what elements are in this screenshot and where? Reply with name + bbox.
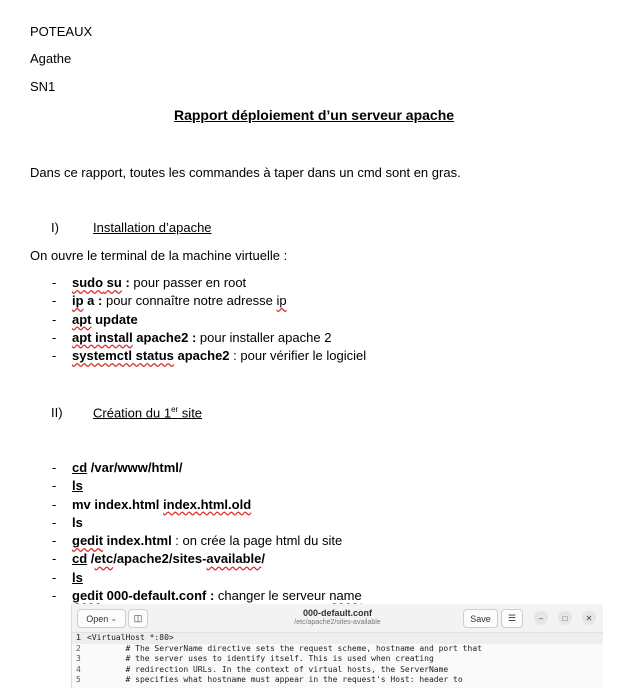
cmd-path-part: /	[87, 551, 95, 567]
editor-file-title: 000-default.conf	[302, 608, 372, 618]
hamburger-icon: ☰	[507, 613, 517, 623]
code-line: 5 # specifies what hostname must appear in the request's Host: header to	[76, 675, 463, 684]
cmd-gedit: gedit	[72, 533, 104, 549]
new-document-icon: ◫	[133, 613, 143, 623]
cmd-mv: mv index.html	[72, 496, 164, 512]
cmd-cd: cd	[72, 460, 88, 475]
code-line: 2 # The ServerName directive sets the request scheme, hostname and port that	[76, 643, 482, 653]
cmd-colon: :	[121, 275, 130, 290]
document-title: Rapport déploiement d’un serveur apache	[173, 107, 455, 123]
cmd-colon: :	[94, 293, 103, 309]
cmd-description-name: name	[329, 588, 362, 604]
cmd-path: /var/www/html/	[87, 460, 183, 475]
menu-button[interactable]	[501, 609, 523, 628]
section2-number: II)	[51, 405, 63, 420]
cmd-description: changer le serveur	[214, 588, 330, 604]
cmd-description: pour connaître notre adresse	[102, 293, 277, 309]
section1-title: Installation d’apache	[93, 220, 212, 235]
cmd-ip: ip	[72, 293, 84, 309]
cmd-systemctl: systemctl status	[72, 348, 174, 364]
code-line: 1 <VirtualHost *:80>	[72, 633, 603, 644]
cmd-file: 000-default.conf :	[103, 588, 215, 604]
cmd-description-ip: ip	[276, 293, 287, 309]
cmd-sudo: sudo	[72, 275, 104, 290]
cmd-ls: ls	[72, 514, 83, 530]
code-line: 4 # redirection URLs. In the context of virtual hosts, the ServerName	[76, 664, 449, 674]
close-icon: ✕	[585, 613, 593, 623]
editor-text-area[interactable]	[72, 633, 603, 686]
cmd-file-old: index.html.old	[163, 496, 252, 512]
editor-file-path: /etc/apache2/sites-available	[294, 619, 381, 626]
author-lastname: POTEAUX	[30, 24, 93, 39]
section2-title: Création du 1er site	[93, 405, 203, 421]
code-line: 3 # the server uses to identify itself. This is used when creating	[76, 654, 434, 663]
cmd-apt: apt	[72, 311, 92, 327]
cmd-description: pour installer apache 2	[196, 329, 332, 345]
cmd-cd: cd	[72, 551, 88, 567]
cmd-su: su	[103, 275, 122, 290]
close-button[interactable]	[582, 611, 596, 625]
cmd-apache2: apache2	[173, 348, 230, 364]
cmd-arg: a	[83, 293, 95, 309]
cmd-gedit: gedit	[72, 588, 104, 604]
minimize-button[interactable]	[534, 611, 548, 625]
intro-paragraph: Dans ce rapport, toutes les commandes à taper dans un cmd sont en gras.	[30, 165, 461, 180]
cmd-ls: ls	[72, 478, 83, 494]
author-firstname: Agathe	[30, 51, 72, 66]
cmd-update: update	[91, 311, 138, 327]
cmd-apache2: apache2 :	[132, 329, 197, 345]
cmd-description: : on crée la page html du site	[171, 533, 343, 549]
cmd-path-available: available	[206, 551, 262, 567]
cmd-description: : pour vérifier le logiciel	[229, 348, 367, 364]
cmd-ls: ls	[72, 569, 83, 585]
cmd-apt-install: apt install	[72, 329, 133, 345]
gedit-screenshot	[71, 604, 603, 688]
save-button[interactable]: Save	[463, 609, 498, 628]
cmd-path-part: /	[261, 551, 265, 567]
section1-number: I)	[51, 220, 59, 235]
author-class: SN1	[30, 79, 56, 94]
open-button[interactable]: Open ⌄	[77, 609, 126, 628]
section1-intro: On ouvre le terminal de la machine virtuelle :	[30, 248, 288, 263]
minimize-icon: –	[538, 613, 544, 623]
cmd-description: pour passer en root	[129, 275, 247, 290]
maximize-icon: □	[562, 613, 568, 623]
chevron-down-icon: ⌄	[110, 615, 117, 623]
cmd-path-part: /apache2/sites-	[113, 551, 207, 567]
cmd-file: index.html	[103, 533, 172, 549]
editor-header-bar	[72, 604, 603, 633]
maximize-button[interactable]	[558, 611, 572, 625]
cmd-path-etc: etc	[94, 551, 114, 567]
